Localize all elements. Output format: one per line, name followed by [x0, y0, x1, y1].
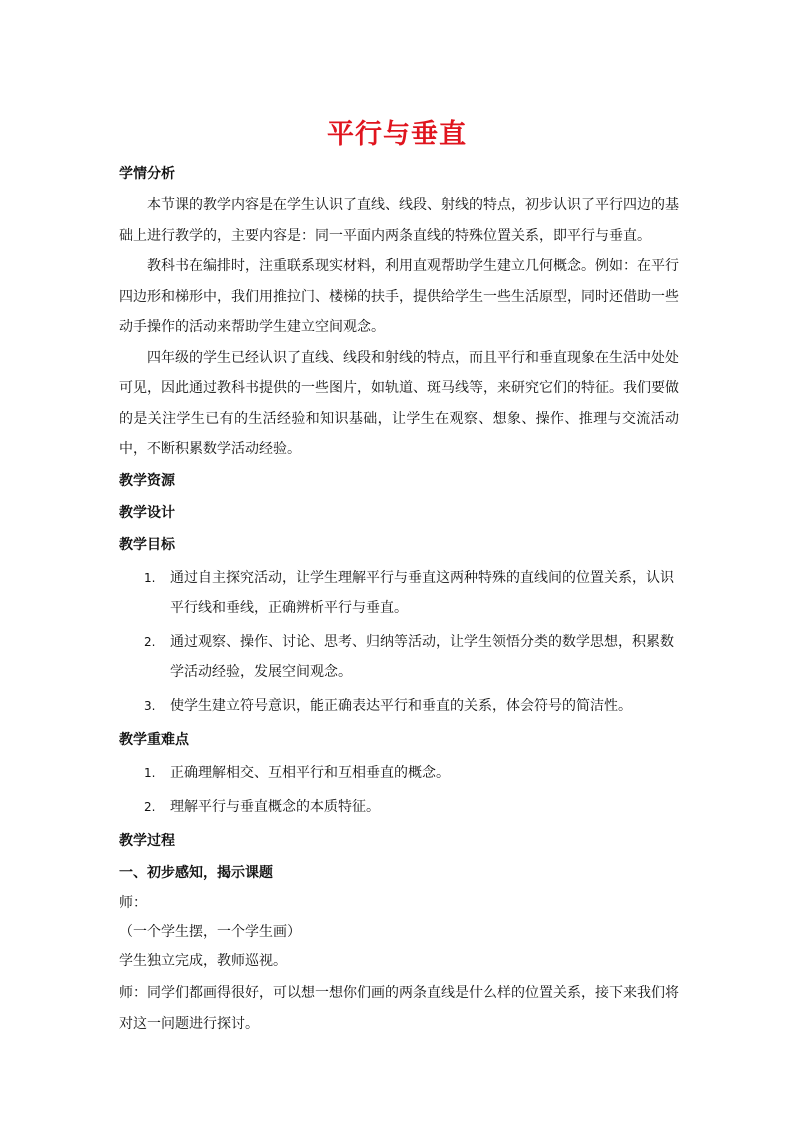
paragraph: 教科书在编排时，注重联系现实材料，利用直观帮助学生建立几何概念。例如：在平行四边形和梯形中，我们用推拉门、楼梯的扶手，提供给学生一些生活原型，同时还借助一些动手操作的活动来帮助学生建立空间观念。: [119, 258, 679, 335]
list-item-text: 通过自主探究活动，让学生理解平行与垂直这两种特殊的直线间的位置关系，认识平行线和垂线，正确辨析平行与垂直。: [170, 569, 674, 616]
paragraph: 本节课的教学内容是在学生认识了直线、线段、射线的特点，初步认识了平行四边的基础上进行教学的，主要内容是：同一平面内两条直线的特殊位置关系，即平行与垂直。: [119, 197, 679, 244]
section-heading-resources: 教学资源: [119, 472, 175, 489]
step-heading: 一、初步感知，揭示课题: [119, 865, 273, 881]
list-item: [119, 691, 679, 722]
list-item: [119, 627, 679, 688]
section-heading-keypoints: 教学重难点: [119, 732, 189, 748]
list-item-text: 通过观察、操作、讨论、思考、归纳等活动，让学生领悟分类的数学思想，积累数学活动经验，发展空间观念。: [170, 633, 674, 680]
list-item: [119, 758, 679, 789]
document-title: 平行与垂直: [327, 119, 467, 150]
list-item-number: 2.: [144, 799, 156, 814]
keypoints-list: [119, 758, 679, 822]
list-item: [119, 563, 679, 624]
list-item-text: 使学生建立符号意识，能正确表达平行和垂直的关系，体会符号的简洁性。: [170, 697, 632, 714]
list-item-number: 3.: [144, 698, 156, 713]
list-item-number: 1.: [144, 570, 156, 585]
list-item-number: 1.: [144, 766, 156, 780]
dialogue-line: 师：: [119, 895, 147, 911]
list-item: [119, 792, 679, 823]
goals-list: [119, 563, 679, 722]
section-heading-process: 教学过程: [119, 833, 175, 849]
dialogue-line: 学生独立完成，教师巡视。: [119, 953, 287, 969]
list-item-text: 理解平行与垂直概念的本质特征。: [170, 798, 380, 815]
list-item-text: 正确理解相交、互相平行和互相垂直的概念。: [170, 765, 450, 781]
list-item-number: 2.: [144, 634, 156, 649]
dialogue-line: （一个学生摆，一个学生画）: [119, 924, 301, 940]
dialogue-line: 师：同学们都画得很好，可以想一想你们画的两条直线是什么样的位置关系，接下来我们将对这一问题进行探讨。: [119, 985, 679, 1032]
section-heading-goals: 教学目标: [119, 536, 175, 553]
paragraph: 四年级的学生已经认识了直线、线段和射线的特点，而且平行和垂直现象在生活中处处可见，因此通过教科书提供的一些图片，如轨道、斑马线等，来研究它们的特征。我们要做的是关注学生已有的生活经验和知识基础，让学生在观察、想象、操作、推理与交流活动中，不断积累数学活动经验。: [119, 349, 679, 457]
document-body: [119, 158, 679, 1039]
section-heading-design: 教学设计: [119, 504, 175, 521]
section-heading-analysis: 学情分析: [119, 166, 175, 182]
